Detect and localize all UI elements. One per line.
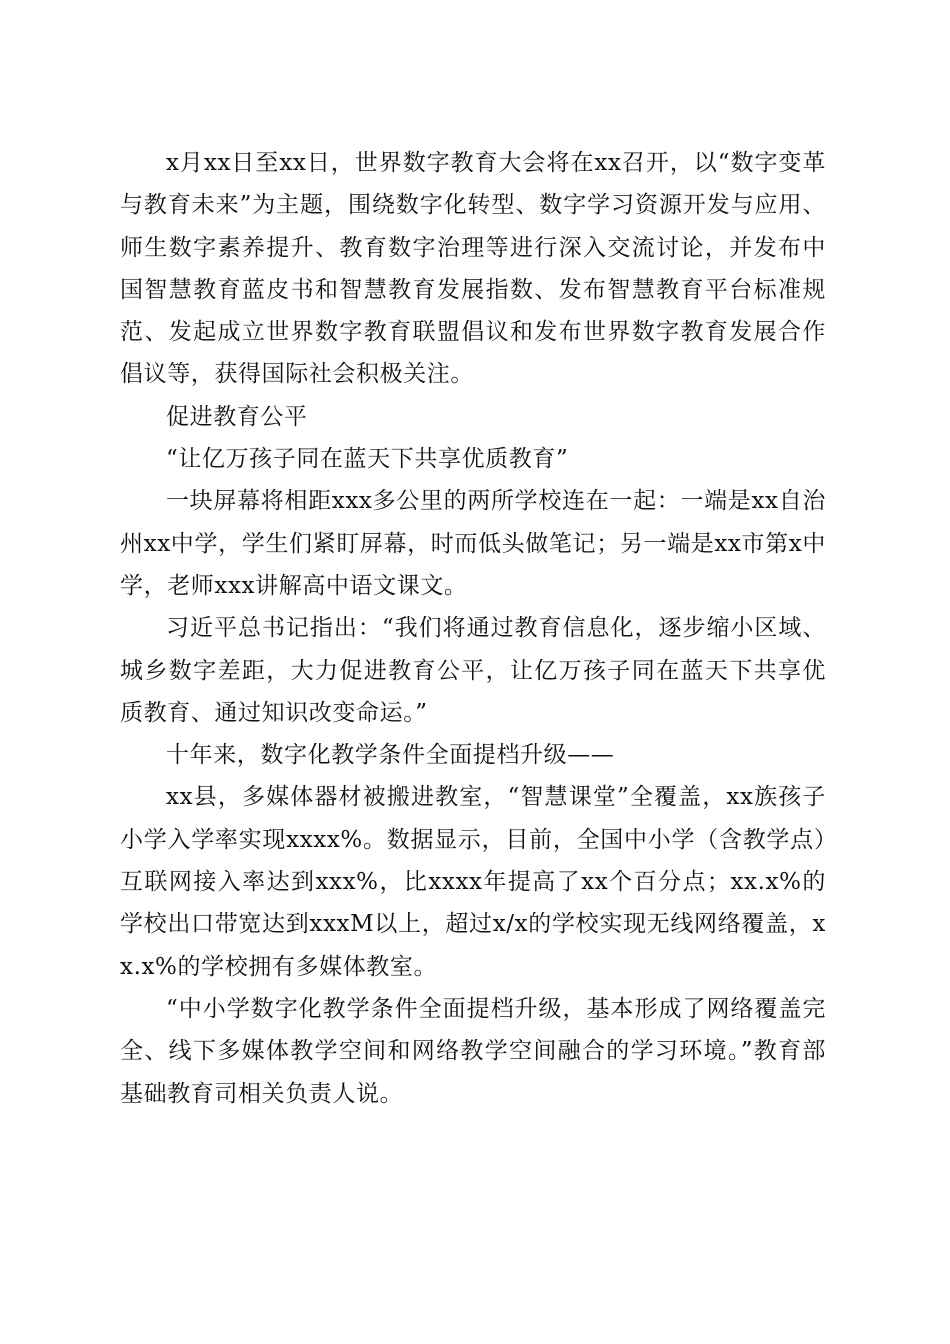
paragraph-statistics: xx县，多媒体器材被搬进教室，“智慧课堂”全覆盖，xx族孩子小学入学率实现xxxx%。数据显示，目前，全国中小学（含教学点）互联网接入率达到xxx%，比xxxx年提高了xx个百分点；xx.x%的学校出口带宽达到xxxM以上，超过x/x的学校实现无线网络覆盖，xx.x%的学校拥有多媒体教室。 xyxy=(120,784,826,980)
paragraph-screen: 一块屏幕将相距xxx多公里的两所学校连在一起：一端是xx自治州xx中学，学生们紧盯屏幕，时而低头做笔记；另一端是xx市第x中学，老师xxx讲解高中语文课文。 xyxy=(120,488,826,599)
paragraph-summit: x月xx日至xx日，世界数字教育大会将在xx召开，以“数字变革与教育未来”为主题，围绕数字化转型、数字学习资源开发与应用、师生数字素养提升、教育数字治理等进行深入交流讨论，并发布中国智慧教育蓝皮书和智慧教育发展指数、发布智慧教育平台标准规范、发起成立世界数字教育联盟倡议和发布世界数字教育发展合作倡议等，获得国际社会积极关注。 xyxy=(120,150,826,388)
paragraph-decade: 十年来，数字化教学条件全面提档升级—— xyxy=(166,742,615,769)
paragraph-quote: 习近平总书记指出：“我们将通过教育信息化，逐步缩小区域、城乡数字差距，大力促进教育公平，让亿万孩子同在蓝天下共享优质教育、通过知识改变命运。” xyxy=(120,615,826,726)
document-body xyxy=(120,142,826,1115)
paragraph-official-remark: “中小学数字化教学条件全面提档升级，基本形成了网络覆盖完全、线下多媒体教学空间和网络教学空间融合的学习环境。”教育部基础教育司相关负责人说。 xyxy=(120,995,826,1107)
section-subheading: “让亿万孩子同在蓝天下共享优质教育” xyxy=(166,446,569,473)
section-heading: 促进教育公平 xyxy=(166,403,308,430)
